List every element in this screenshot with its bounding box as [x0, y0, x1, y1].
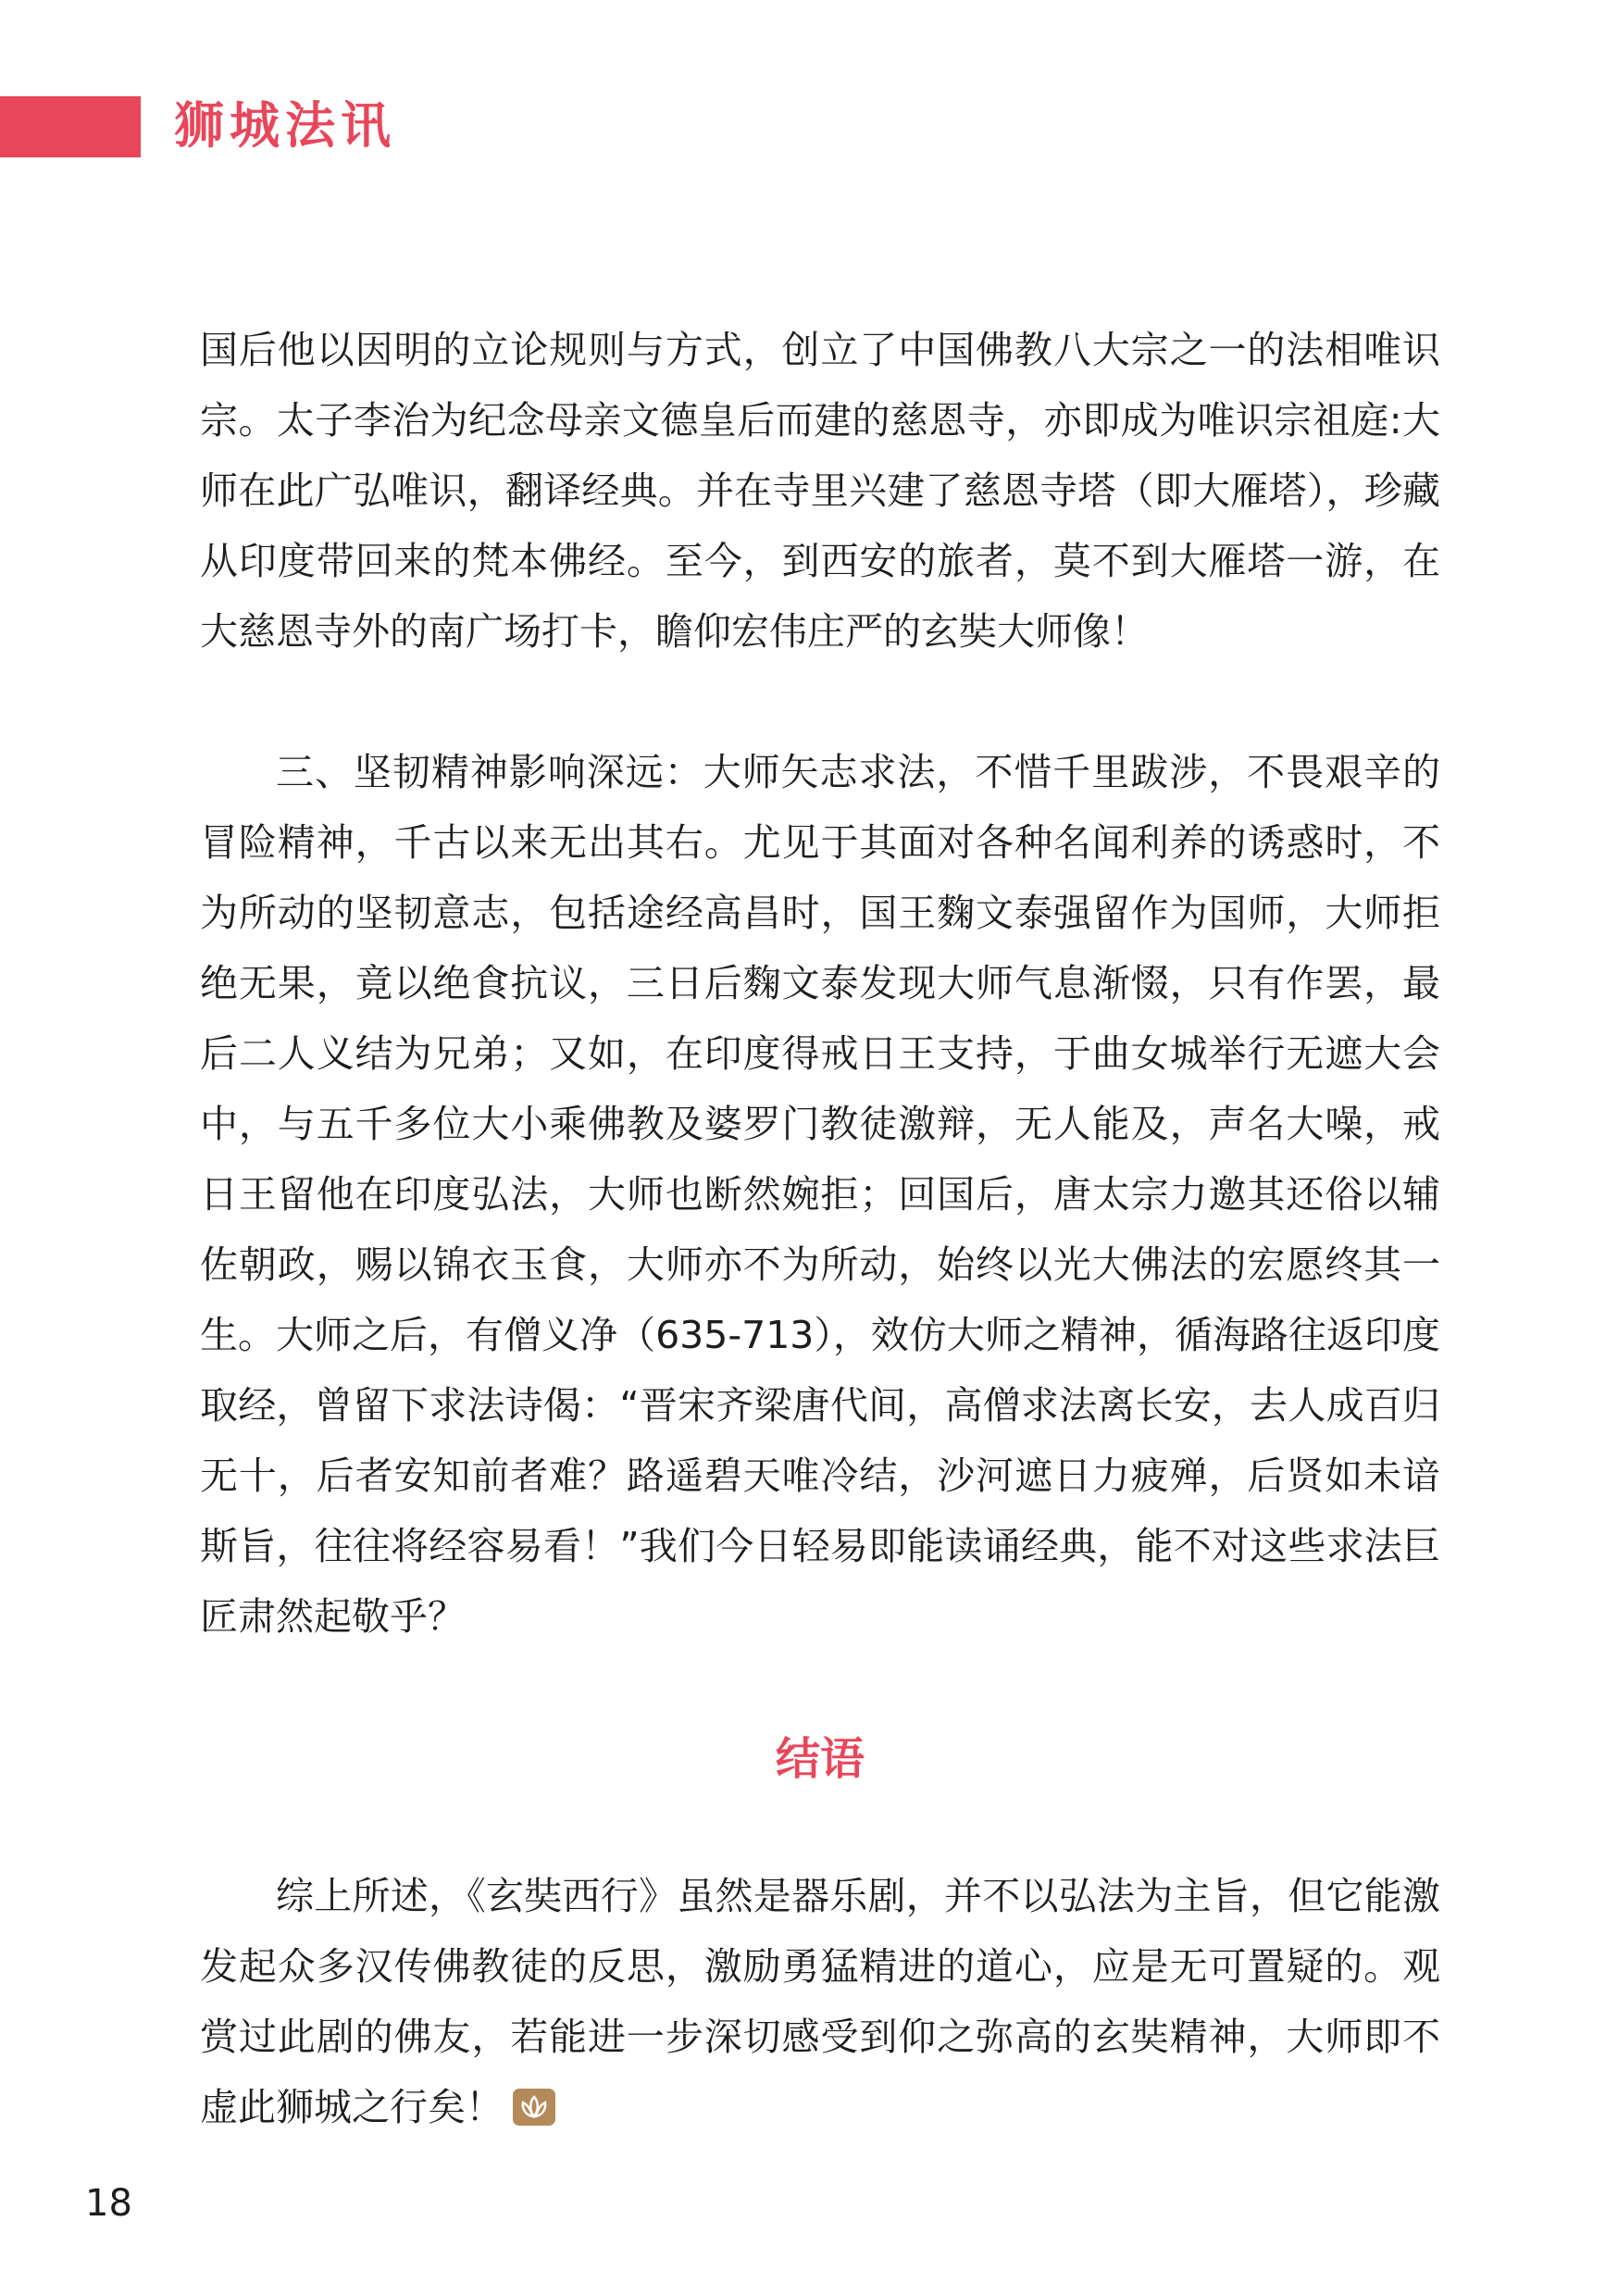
- section-heading-conclusion: 结语: [775, 1733, 865, 1785]
- conclusion-text: 综上所述，《玄奘西行》虽然是器乐剧，并不以弘法为主旨，但它能激发起众多汉传佛教徒的反思，激励勇猛精进的道心，应是无可置疑的。观赏过此剧的佛友，若能进一步深切感受到仰之弥高的玄奘精神，大师即不虚此狮城之行矣！: [200, 1874, 1440, 2129]
- page-number: 18: [85, 2182, 132, 2225]
- paragraph-conclusion: [200, 1861, 1440, 2142]
- article-body: [200, 315, 1440, 2142]
- magazine-title: 狮城法讯: [174, 96, 396, 155]
- header-accent-bar: [0, 96, 141, 157]
- paragraph-continued: 国后他以因明的立论规则与方式，创立了中国佛教八大宗之一的法相唯识宗。太子李治为纪念母亲文德皇后而建的慈恩寺，亦即成为唯识宗祖庭:大师在此广弘唯识，翻译经典。并在寺里兴建了慈恩寺塔（即大雁塔），珍藏从印度带回来的梵本佛经。至今，到西安的旅者，莫不到大雁塔一游，在大慈恩寺外的南广场打卡，瞻仰宏伟庄严的玄奘大师像！: [200, 328, 1440, 654]
- lotus-icon: [513, 2089, 555, 2126]
- paragraph-section-three: 三、坚韧精神影响深远：大师矢志求法，不惜千里跋涉，不畏艰辛的冒险精神，千古以来无出其右。尤见于其面对各种名闻利养的诱惑时，不为所动的坚韧意志，包括途经高昌时，国王麴文泰强留作为国师，大师拒绝无果，竟以绝食抗议，三日后麴文泰发现大师气息渐惙，只有作罢，最后二人义结为兄弟；又如，在印度得戒日王支持，于曲女城举行无遮大会中，与五千多位大小乘佛教及婆罗门教徒激辩，无人能及，声名大噪，戒日王留他在印度弘法，大师也断然婉拒；回国后，唐太宗力邀其还俗以辅佐朝政，赐以锦衣玉食，大师亦不为所动，始终以光大佛法的宏愿终其一生。大师之后，有僧义净（635-713），效仿大师之精神，循海路往返印度取经，曾留下求法诗偈：“晋宋齐梁唐代间，高僧求法离长安，去人成百归无十，后者安知前者难？路遥碧天唯冷结，沙河遮日力疲殚，后贤如未谙斯旨，往往将经容易看！”我们今日轻易即能读诵经典，能不对这些求法巨匠肃然起敬乎？: [200, 750, 1440, 1639]
